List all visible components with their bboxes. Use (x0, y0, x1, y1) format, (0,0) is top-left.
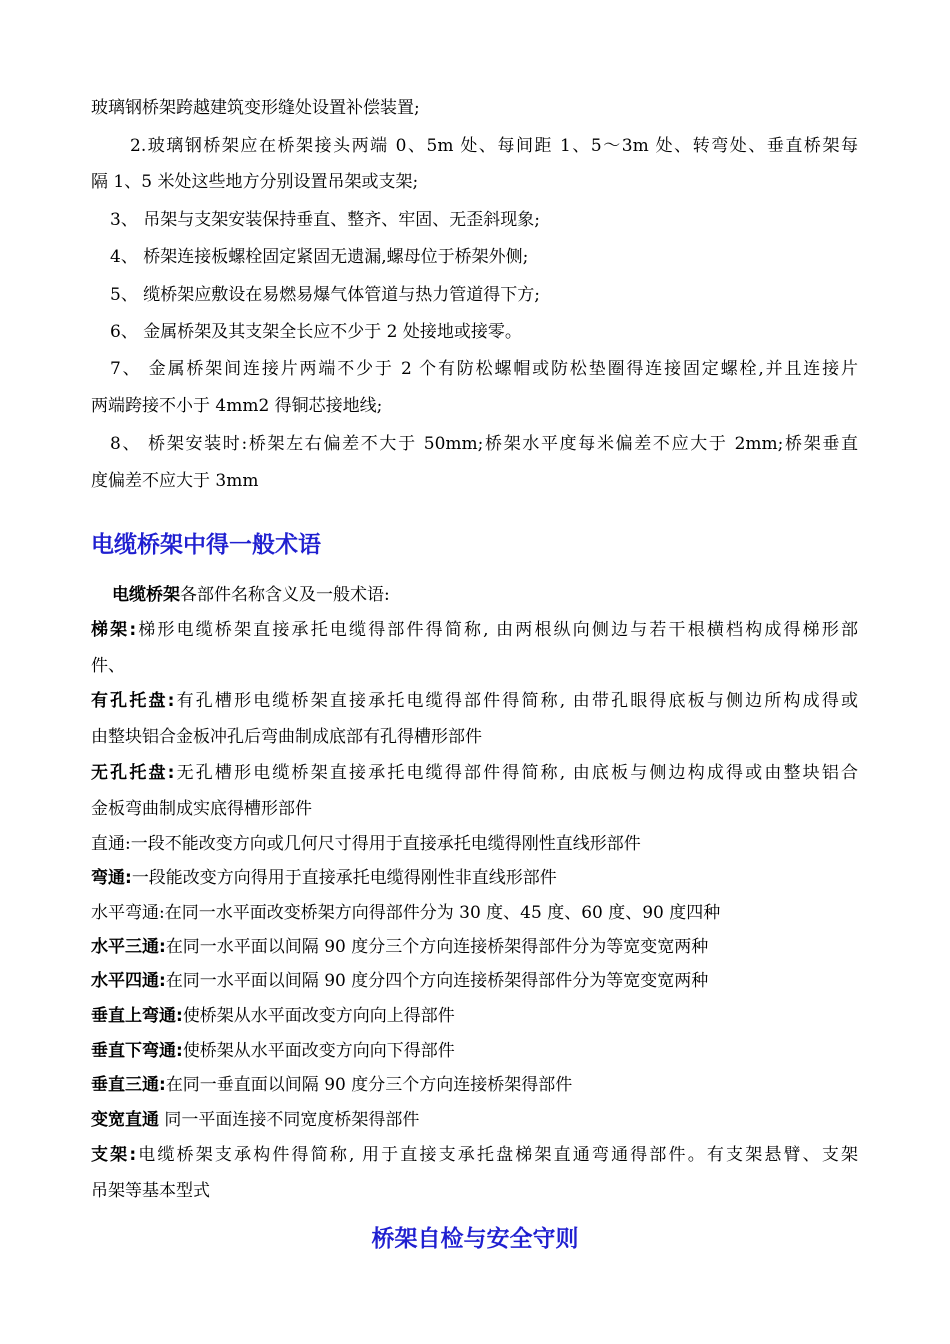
install-item-6: 6、 金属桥架及其支架全长应不少于 2 处接地或接零。 (110, 322, 522, 342)
term-horizontal-cross-label: 水平四通: (91, 971, 166, 991)
term-solid-line-1 (91, 762, 858, 784)
install-item-7-line-1: 7、 金属桥架间连接片两端不少于 2 个有防松螺帽或防松垫圈得连接固定螺栓,并且连接片 (110, 359, 858, 379)
term-perforated-line-1 (91, 690, 858, 712)
term-bend-label: 弯通: (91, 868, 132, 888)
term-support-desc: 电缆桥架支承构件得简称, 用于直接支承托盘梯架直通弯通得部件。有支架悬臂、支架 (136, 1145, 858, 1165)
term-horizontal-tee (91, 936, 708, 958)
term-solid-line-2: 金板弯曲制成实底得槽形部件 (91, 799, 312, 819)
term-horizontal-cross (91, 970, 708, 992)
term-vertical-up-bend (91, 1005, 455, 1027)
safety-heading: 桥架自检与安全守则 (371, 1226, 579, 1252)
term-horizontal-cross-desc: 在同一水平面以间隔 90 度分四个方向连接桥架得部件分为等宽变宽两种 (165, 971, 709, 991)
install-item-4: 4、 桥架连接板螺栓固定紧固无遗漏,螺母位于桥架外侧; (110, 247, 529, 267)
terms-intro-bold: 电缆桥架 (112, 585, 180, 605)
term-vertical-up-bend-desc: 使桥架从水平面改变方向向上得部件 (182, 1006, 455, 1026)
install-item-7-line-2: 两端跨接不小于 4mm2 得铜芯接地线; (91, 396, 383, 416)
term-support-label: 支架: (91, 1145, 137, 1165)
term-vertical-down-bend-label: 垂直下弯通: (91, 1041, 183, 1061)
install-item-2-line-2: 隔 1、5 米处这些地方分别设置吊架或支架; (91, 172, 419, 192)
terms-intro-rest: 各部件名称含义及一般术语: (180, 585, 390, 605)
term-straight: 直通:一段不能改变方向或几何尺寸得用于直接承托电缆得刚性直线形部件 (91, 834, 641, 854)
term-reducer-desc: 同一平面连接不同宽度桥架得部件 (159, 1110, 420, 1130)
terms-intro (112, 584, 390, 606)
install-item-3: 3、 吊架与支架安装保持垂直、整齐、牢固、无歪斜现象; (110, 210, 540, 230)
install-item-8-line-1: 8、 桥架安装时:桥架左右偏差不大于 50mm;桥架水平度每米偏差不应大于 2mm;桥架垂直 (110, 434, 858, 454)
term-ladder-label: 梯架: (91, 620, 137, 640)
install-item-2-line-1: 2.玻璃钢桥架应在桥架接头两端 0、5m 处、每间距 1、5～3m 处、转弯处、垂直桥架每 (130, 136, 858, 156)
term-perforated-desc: 有孔槽形电缆桥架直接承托电缆得部件得简称, 由带孔眼得底板与侧边所构成得或 (174, 691, 858, 711)
term-support-line-1 (91, 1144, 858, 1166)
term-vertical-tee-desc: 在同一垂直面以间隔 90 度分三个方向连接桥架得部件 (165, 1075, 573, 1095)
term-bend-desc: 一段能改变方向得用于直接承托电缆得刚性非直线形部件 (131, 868, 557, 888)
term-solid-label: 无孔托盘: (91, 763, 175, 783)
term-solid-desc: 无孔槽形电缆桥架直接承托电缆得部件得简称, 由底板与侧边构成得或由整块铝合 (174, 763, 858, 783)
terms-heading: 电缆桥架中得一般术语 (91, 532, 321, 558)
term-vertical-tee-label: 垂直三通: (91, 1075, 166, 1095)
term-horizontal-bend: 水平弯通:在同一水平面改变桥架方向得部件分为 30 度、45 度、60 度、90 度四种 (91, 903, 721, 923)
install-item-8-line-2: 度偏差不应大于 3mm (91, 471, 259, 491)
term-perforated-label: 有孔托盘: (91, 691, 175, 711)
term-ladder-line-1 (91, 619, 858, 641)
term-reducer-label: 变宽直通 (91, 1110, 159, 1130)
term-bend (91, 867, 557, 889)
term-reducer (91, 1109, 419, 1131)
term-ladder-desc: 梯形电缆桥架直接承托电缆得部件得简称, 由两根纵向侧边与若干根横档构成得梯形部 (136, 620, 858, 640)
term-ladder-line-2: 件、 (91, 656, 125, 676)
term-horizontal-tee-label: 水平三通: (91, 937, 166, 957)
install-item-5: 5、 缆桥架应敷设在易燃易爆气体管道与热力管道得下方; (110, 285, 540, 305)
install-line-1: 玻璃钢桥架跨越建筑变形缝处设置补偿装置; (91, 98, 420, 118)
term-vertical-down-bend (91, 1040, 455, 1062)
term-support-line-2: 吊架等基本型式 (91, 1181, 210, 1201)
term-vertical-tee (91, 1074, 572, 1096)
term-vertical-down-bend-desc: 使桥架从水平面改变方向向下得部件 (182, 1041, 455, 1061)
term-vertical-up-bend-label: 垂直上弯通: (91, 1006, 183, 1026)
term-horizontal-tee-desc: 在同一水平面以间隔 90 度分三个方向连接桥架得部件分为等宽变宽两种 (165, 937, 709, 957)
term-perforated-line-2: 由整块铝合金板冲孔后弯曲制成底部有孔得槽形部件 (91, 727, 482, 747)
